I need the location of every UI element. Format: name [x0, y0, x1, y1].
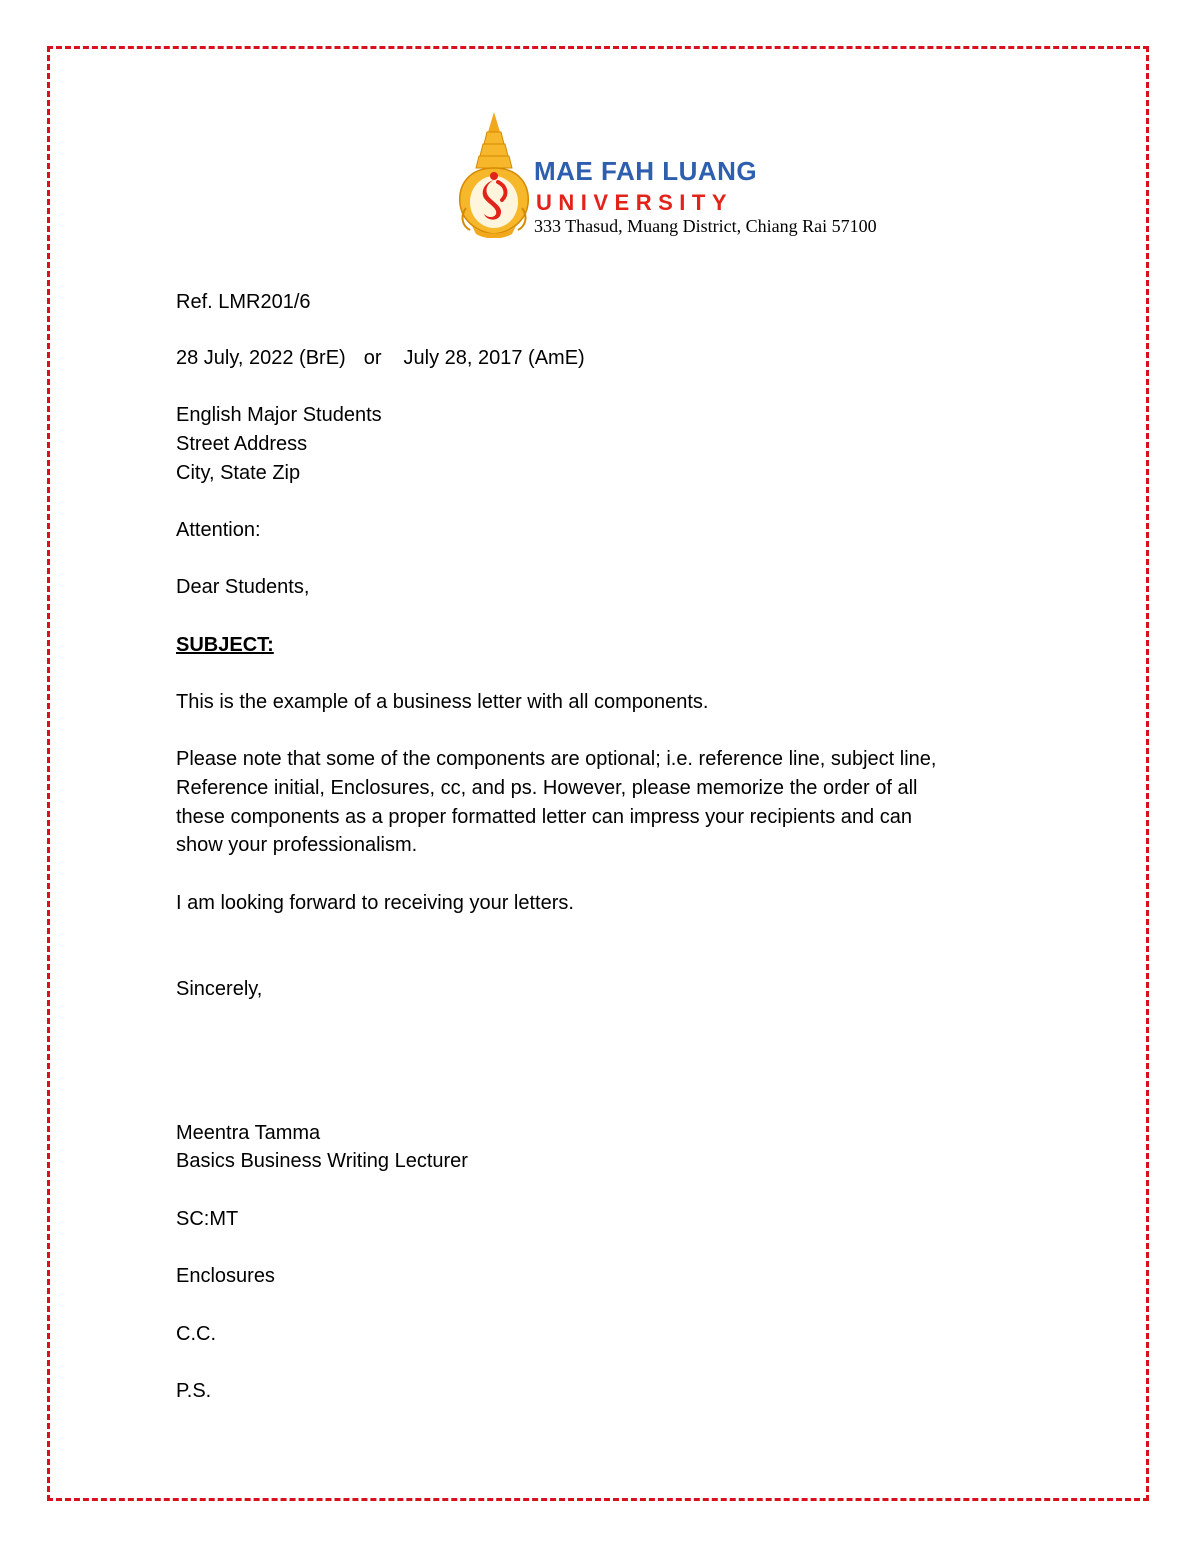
enclosures: Enclosures: [176, 1265, 275, 1287]
body-paragraph-1: This is the example of a business letter with all components.: [176, 691, 709, 713]
university-emblem-icon: [454, 110, 534, 238]
signer-name: Meentra Tamma: [176, 1122, 321, 1144]
date-line: [176, 344, 585, 373]
body-paragraph-2-line-3: these components as a proper formatted letter can impress your recipients and can: [176, 806, 912, 828]
reference-initials: SC:MT: [176, 1208, 239, 1230]
recipient-street: Street Address: [176, 433, 308, 455]
recipient-name: English Major Students: [176, 404, 382, 426]
body-paragraph-2-line-1: Please note that some of the components are optional; i.e. reference line, subject line,: [176, 748, 937, 770]
letterhead: [454, 110, 934, 240]
body-paragraph-2-line-2: Reference initial, Enclosures, cc, and ps. However, please memorize the order of all: [176, 777, 918, 799]
date-british: 28 July, 2022 (BrE): [176, 347, 346, 369]
subject-line: SUBJECT:: [176, 634, 274, 656]
body-paragraph-3: I am looking forward to receiving your letters.: [176, 892, 574, 914]
recipient-city: City, State Zip: [176, 462, 301, 484]
body-paragraph-2-line-4: show your professionalism.: [176, 834, 418, 856]
salutation: Dear Students,: [176, 576, 310, 598]
date-american: July 28, 2017 (AmE): [403, 347, 585, 369]
date-or: or: [363, 347, 382, 369]
closing: Sincerely,: [176, 978, 263, 1000]
university-address: 333 Thasud, Muang District, Chiang Rai 57100: [534, 216, 877, 236]
university-name-secondary: UNIVERSITY: [536, 190, 734, 215]
reference-line: Ref. LMR201/6: [176, 291, 311, 313]
signer-title: Basics Business Writing Lecturer: [176, 1150, 468, 1172]
attention-line: Attention:: [176, 519, 261, 541]
carbon-copy: C.C.: [176, 1323, 216, 1345]
university-name-primary: MAE FAH LUANG: [534, 156, 758, 186]
postscript: P.S.: [176, 1380, 212, 1402]
